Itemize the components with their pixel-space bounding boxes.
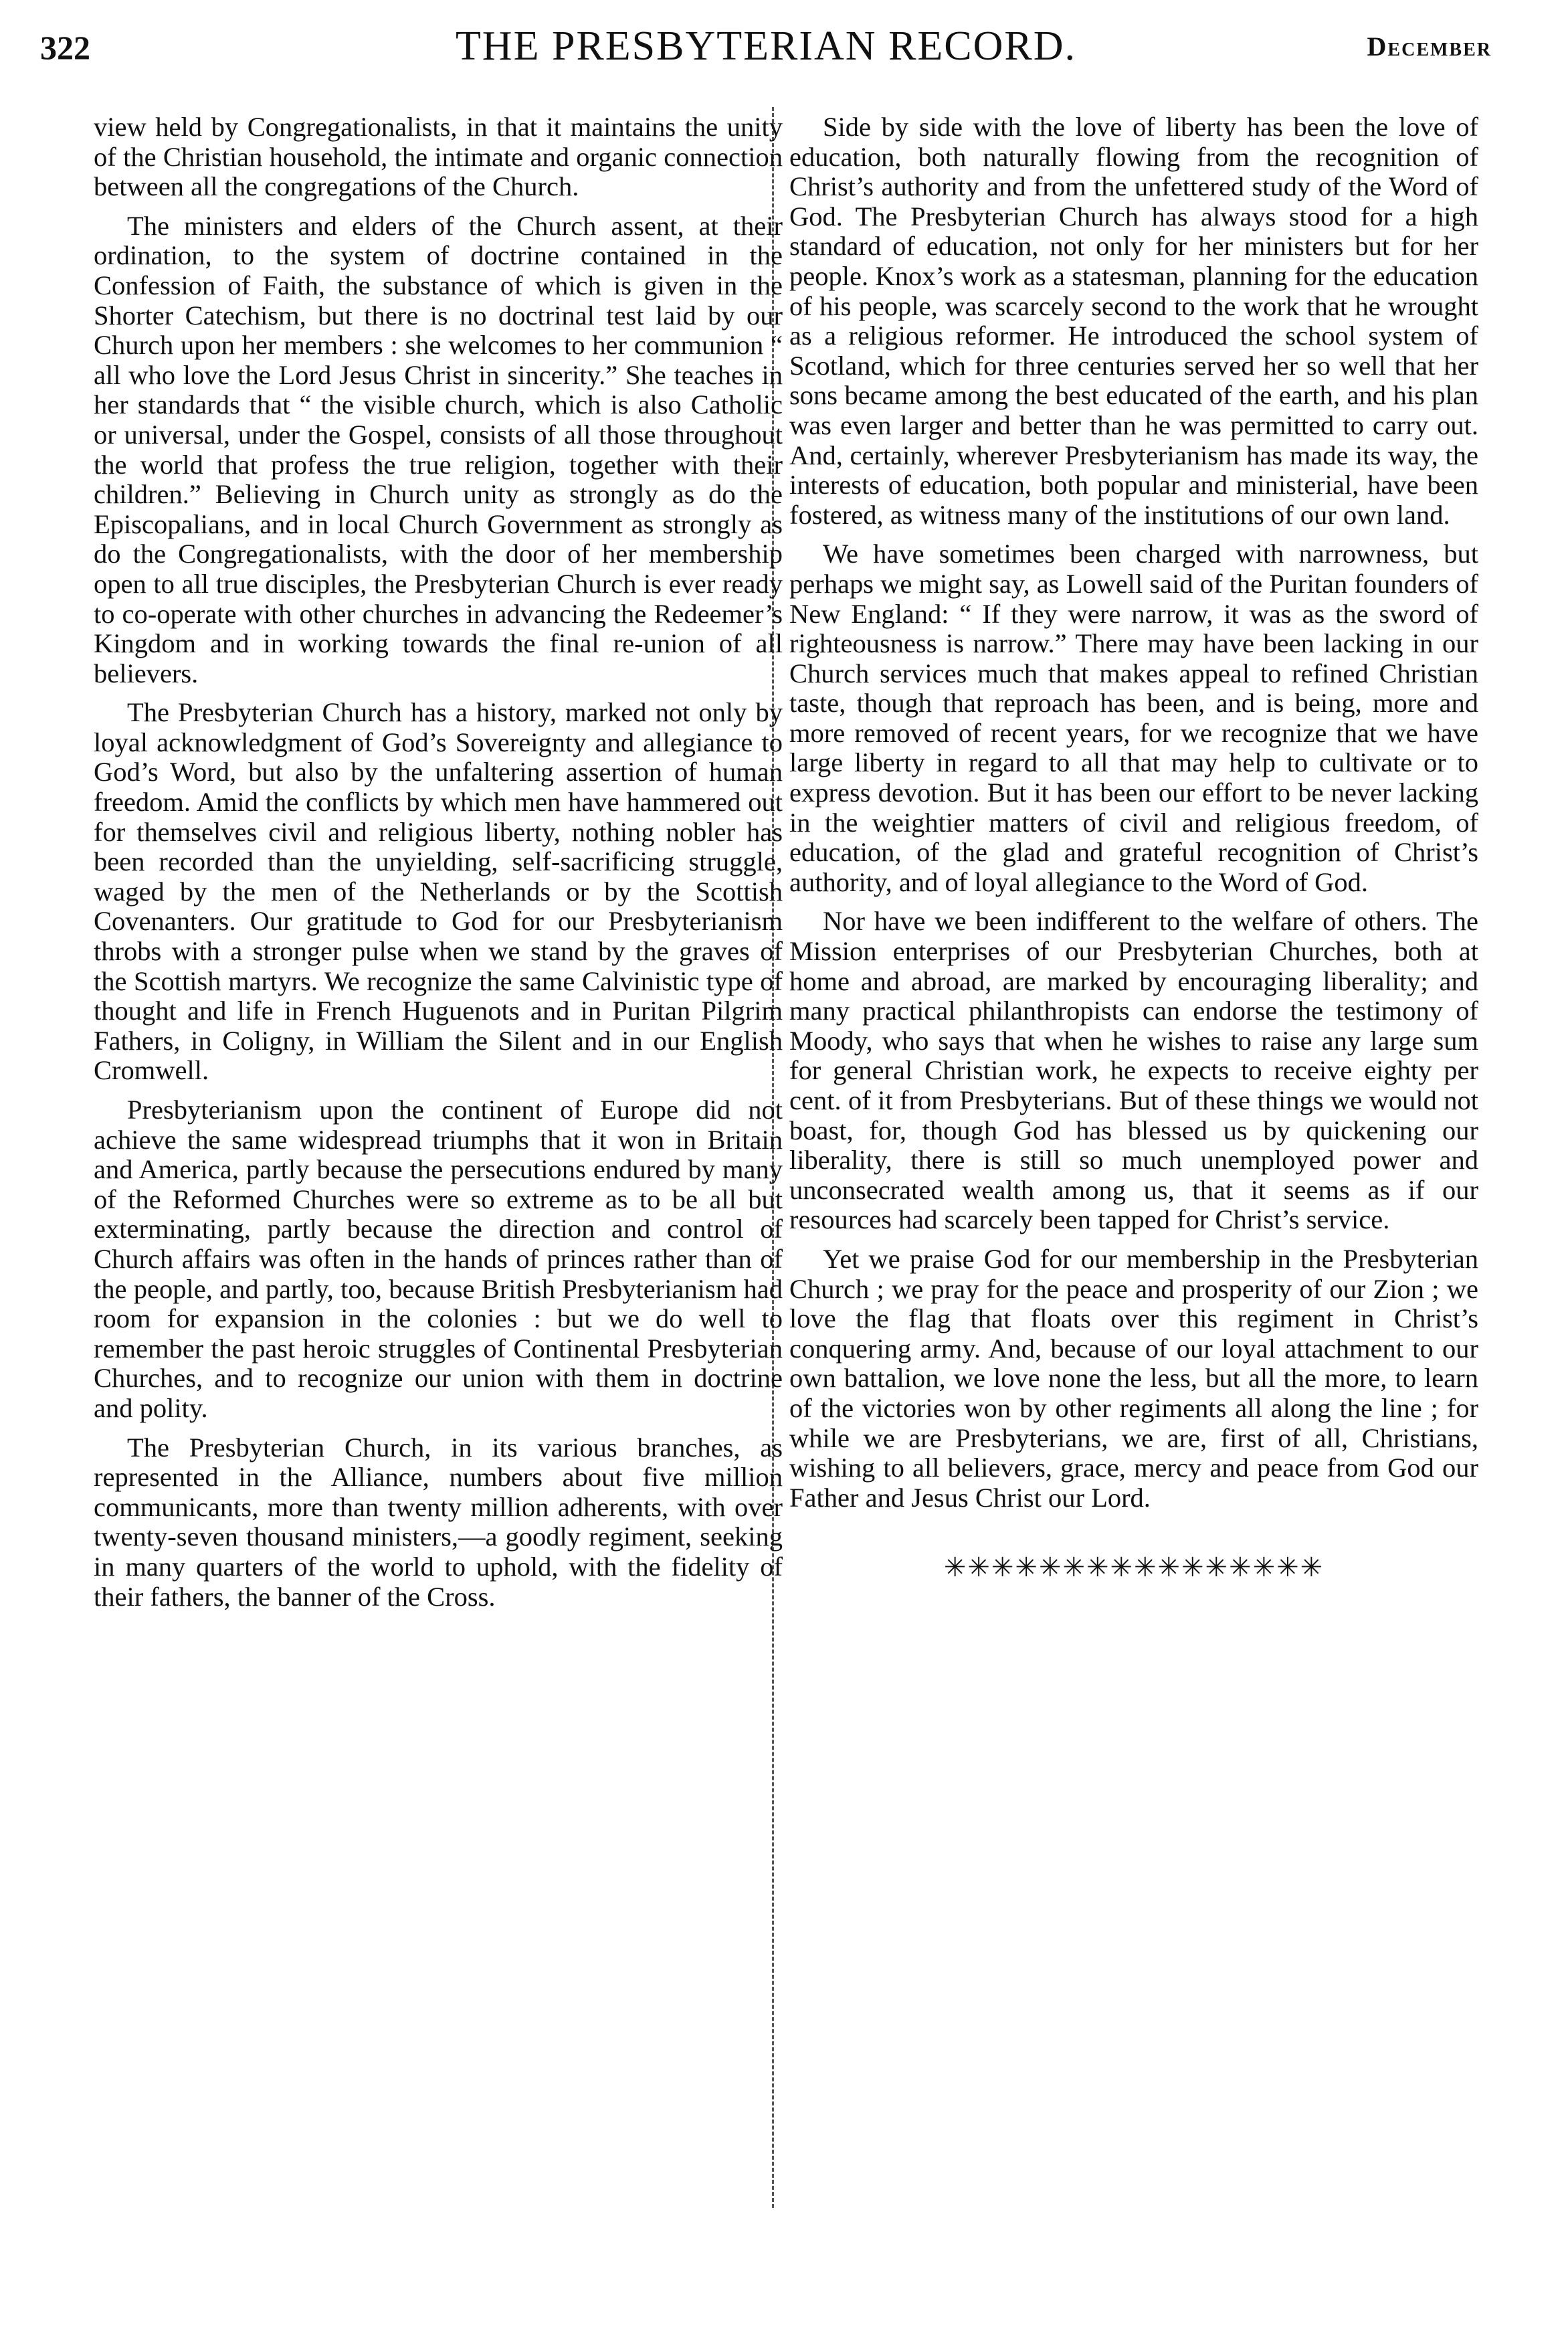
issue-month: December (1367, 31, 1492, 62)
left-column (94, 112, 783, 1621)
journal-title: THE PRESBYTERIAN RECORD. (455, 23, 1077, 69)
paragraph: Presbyterianism upon the continent of Europe did not achieve the same widespread triumphs that it won in Britain and America, partly because the persecutions endured by many of the Reformed Churches were so extreme as to be all but exterminating, partly because the direction and control of Church affairs was often in the hands of princes rather than of the people, and partly, too, because British Presbyterianism had room for expansion in the colonies : but we do well to remember the past heroic struggles of Continental Presbyterian Churches, and to recognize our union with them in doctrine and polity. (94, 1095, 783, 1423)
right-column (789, 112, 1478, 1583)
paragraph: Yet we praise God for our membership in the Presbyterian Church ; we pray for the peace and prosperity of our Zion ; we love the flag that floats over this regiment in Christ’s conquering army. And, because of our loyal attachment to our own battalion, we love none the less, but all the more, to learn of the victories won by other regiments all along the line ; for while we are Presbyterians, we are, first of all, Christians, wishing to all believers, grace, mercy and peace from God our Father and Jesus Christ our Lord. (789, 1243, 1478, 1513)
paragraph: Nor have we been indifferent to the welfare of others. The Mission enterprises of our Presbyterian Churches, both at home and abroad, are marked by encouraging liberality; and many practical philanthropists can endorse the testimony of Moody, who says that when he wishes to raise any large sum for general Christian work, he expects to receive eighty per cent. of it from Presbyterians. But of these things we would not boast, for, though God has blessed us by quickening our liberality, there is still so much unemployed power and unconsecrated wealth among us, that it seems as if our resources had scarcely been tapped for Christ’s service. (789, 906, 1478, 1235)
paragraph: The Presbyterian Church, in its various branches, as represented in the Alliance, numbers about five million communicants, more than twenty million adherents, with over twenty-seven thousand ministers,—a goodly regiment, seeking in many quarters of the world to uphold, with the fidelity of their fathers, the banner of the Cross. (94, 1432, 783, 1612)
ornament-divider: ✳✳✳✳✳✳✳✳✳✳✳✳✳✳✳✳ (943, 1552, 1325, 1583)
paragraph: The Presbyterian Church has a history, marked not only by loyal acknowledgment of God’s Sovereignty and allegiance to God’s Word, but also by the unfaltering assertion of human freedom. Amid the conflicts by which men have hammered out for themselves civil and religious liberty, nothing nobler has been recorded than the unyielding, self-sacrificing struggle, waged by the men of the Netherlands or by the Scottish Covenanters. Our gratitude to God for our Presbyterianism throbs with a stronger pulse when we stand by the graves of the Scottish martyrs. We recognize the same Calvinistic type of thought and life in French Huguenots and in Puritan Pilgrim Fathers, in Coligny, in William the Silent and in our English Cromwell. (94, 697, 783, 1086)
paragraph: view held by Congregationalists, in that it maintains the unity of the Christian household, the intimate and organic connection between all the congregations of the Church. (94, 112, 783, 202)
paragraph: The ministers and elders of the Church assent, at their ordination, to the system of doctrine contained in the Confession of Faith, the substance of which is given in the Shorter Catechism, but there is no doctrinal test laid by our Church upon her members : she welcomes to her communion “ all who love the Lord Jesus Christ in sincerity.” She teaches in her standards that “ the visible church, which is also Catholic or universal, under the Gospel, consists of all those throughout the world that profess the true religion, together with their children.” Believing in Church unity as strongly as do the Episcopalians, and in local Church Government as strongly as do the Congregationalists, with the door of her membership open to all true disciples, the Presbyterian Church is ever ready to co-operate with other churches in advancing the Redeemer’s Kingdom and in working towards the final re-union of all believers. (94, 210, 783, 688)
paragraph: We have sometimes been charged with narrowness, but perhaps we might say, as Lowell said of the Puritan founders of New England: “ If they were narrow, it was as the sword of righteousness is narrow.” There may have been lacking in our Church services much that makes appeal to refined Christian taste, though that reproach has been, and is being, more and more removed of recent years, for we recognize that we have large liberty in regard to all that may help to cultivate or to express devotion. But it has been our effort to be never lacking in the weightier matters of civil and religious freedom, of education, of the glad and grateful recognition of Christ’s authority, and of loyal allegiance to the Word of God. (789, 539, 1478, 897)
page-number: 322 (40, 29, 90, 66)
page-header (40, 19, 1492, 86)
paragraph: Side by side with the love of liberty has been the love of education, both naturally flowing from the recognition of Christ’s authority and from the unfettered study of the Word of God. The Presbyterian Church has always stood for a high standard of education, not only for her ministers but for her people. Knox’s work as a statesman, planning for the education of his people, was scarcely second to the work that he wrought as a religious reformer. He introduced the school system of Scotland, which for three centuries served her so well that her sons became among the best educated of the earth, and his plan was even larger and better than he was permitted to carry out. And, certainly, wherever Presbyterianism has made its way, the interests of education, both popular and ministerial, have been fostered, as witness many of the institutions of our own land. (789, 112, 1478, 530)
